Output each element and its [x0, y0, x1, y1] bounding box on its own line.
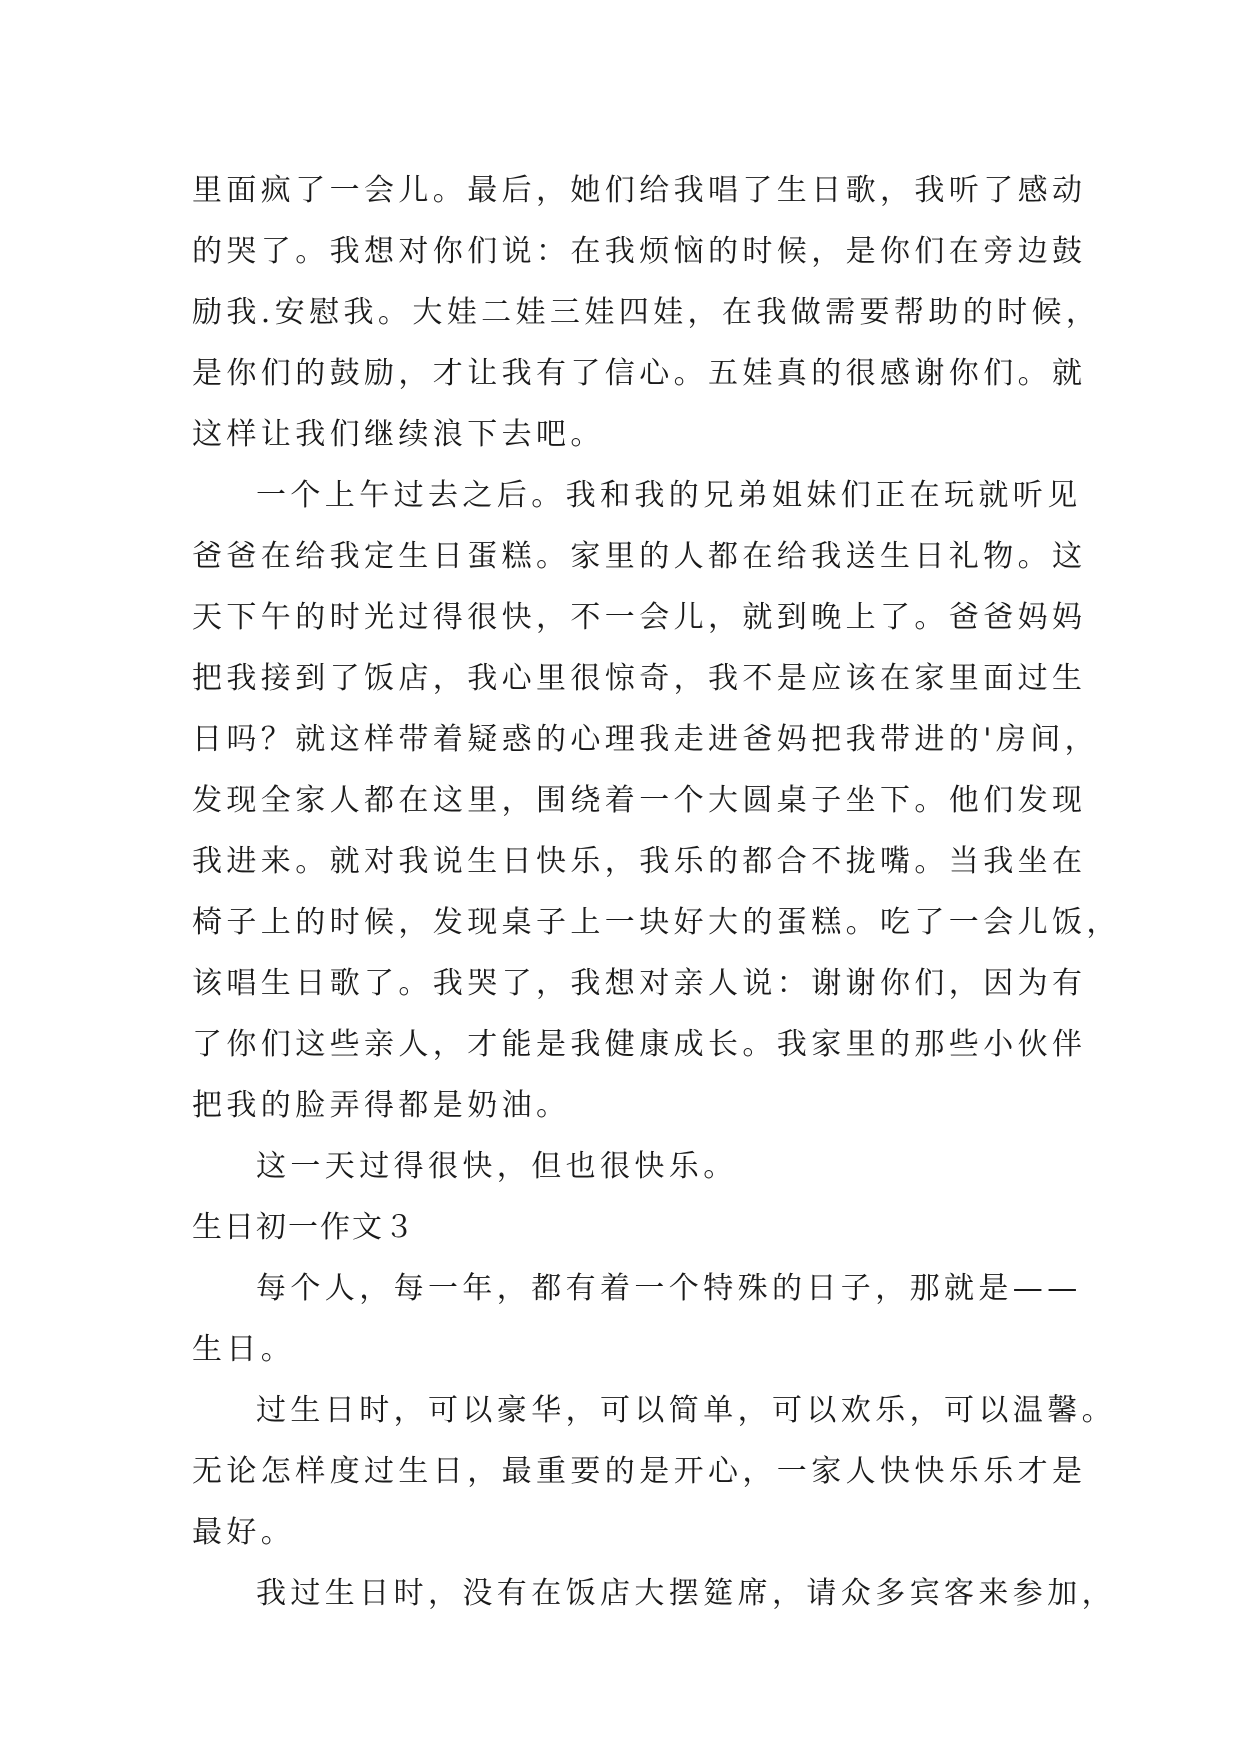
text-line: 发现全家人都在这里，围绕着一个大圆桌子坐下。他们发现 — [192, 783, 1087, 818]
text-line: 这样让我们继续浪下去吧。 — [192, 417, 605, 452]
text-line: 每个人，每一年，都有着一个特殊的日子，那就是—— — [256, 1271, 1082, 1306]
text-line: 最好。 — [192, 1515, 296, 1550]
text-line: 过生日时，可以豪华，可以简单，可以欢乐，可以温馨。 — [256, 1393, 1116, 1428]
section-heading: 生日初一作文３ — [192, 1210, 416, 1245]
text-line: 我进来。就对我说生日快乐，我乐的都合不拢嘴。当我坐在 — [192, 844, 1087, 879]
text-line: 生日。 — [192, 1332, 296, 1367]
text-line: 日吗？就这样带着疑惑的心理我走进爸妈把我带进的'房间， — [192, 722, 1100, 757]
text-line: 的哭了。我想对你们说：在我烦恼的时候，是你们在旁边鼓 — [192, 234, 1087, 269]
text-line: 这一天过得很快，但也很快乐。 — [256, 1149, 738, 1184]
text-line: 我过生日时，没有在饭店大摆筵席，请众多宾客来参加， — [256, 1576, 1116, 1611]
text-line: 了你们这些亲人，才能是我健康成长。我家里的那些小伙伴 — [192, 1027, 1087, 1062]
text-line: 无论怎样度过生日，最重要的是开心，一家人快快乐乐才是 — [192, 1454, 1087, 1489]
text-line: 把我接到了饭店，我心里很惊奇，我不是应该在家里面过生 — [192, 661, 1087, 696]
text-line: 天下午的时光过得很快，不一会儿，就到晚上了。爸爸妈妈 — [192, 600, 1087, 635]
text-line: 一个上午过去之后。我和我的兄弟姐妹们正在玩就听见 — [256, 478, 1082, 513]
document-page — [192, 160, 1121, 1624]
text-line: 励我.安慰我。大娃二娃三娃四娃，在我做需要帮助的时候， — [192, 295, 1101, 330]
text-line: 爸爸在给我定生日蛋糕。家里的人都在给我送生日礼物。这 — [192, 539, 1087, 574]
text-line: 是你们的鼓励，才让我有了信心。五娃真的很感谢你们。就 — [192, 356, 1087, 391]
text-line: 椅子上的时候，发现桌子上一块好大的蛋糕。吃了一会儿饭， — [192, 905, 1121, 940]
text-line: 里面疯了一会儿。最后，她们给我唱了生日歌，我听了感动 — [192, 173, 1087, 208]
text-line: 把我的脸弄得都是奶油。 — [192, 1088, 571, 1123]
text-line: 该唱生日歌了。我哭了，我想对亲人说：谢谢你们，因为有 — [192, 966, 1087, 1001]
